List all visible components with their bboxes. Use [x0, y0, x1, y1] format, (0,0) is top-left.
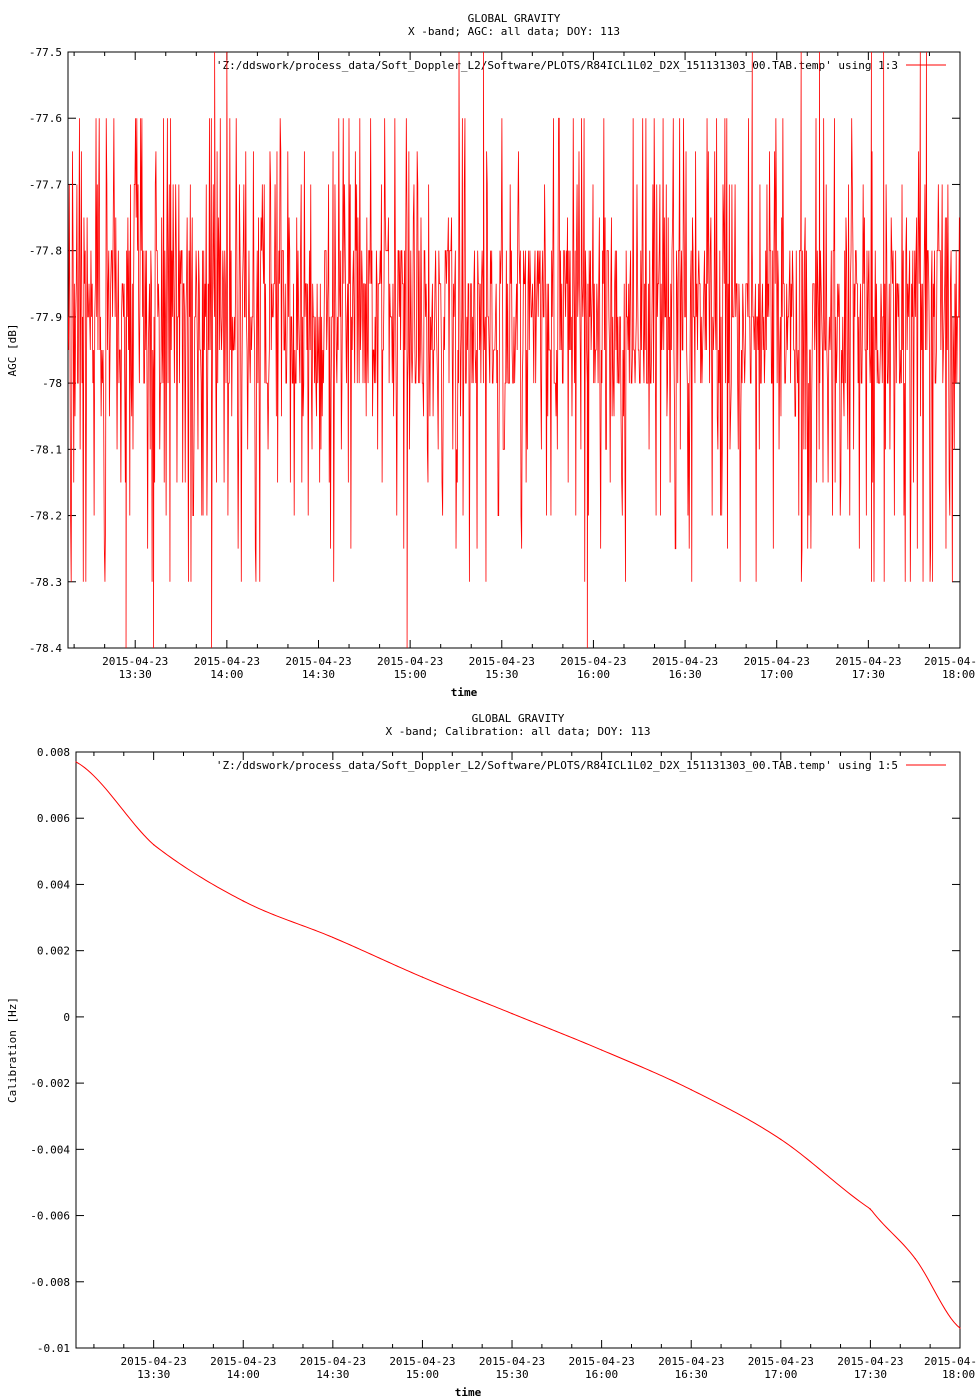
y-tick-label: -0.008 [30, 1275, 70, 1289]
y-axis-label: Calibration [Hz] [6, 997, 19, 1103]
x-tick-date: 2015-04-23 [837, 1355, 904, 1368]
x-tick-time: 18:00 [942, 1368, 976, 1381]
y-tick-label: -0.004 [30, 1143, 70, 1157]
chart-title: GLOBAL GRAVITY [471, 712, 565, 725]
x-tick-date: 2015-04-23 [468, 655, 535, 668]
x-tick-date: 2015-04-23 [478, 1355, 546, 1368]
y-tick-label: -77.7 [28, 178, 62, 192]
y-tick-label: 0.002 [36, 944, 70, 958]
x-axis-label: time [454, 1386, 482, 1399]
y-tick-label: -78.3 [28, 575, 62, 589]
series-line-calibration [76, 762, 960, 1328]
x-tick-date: 2015-04-23 [389, 1355, 456, 1368]
data-point [153, 844, 154, 845]
data-point [75, 761, 76, 762]
plot-border [76, 752, 960, 1348]
chart-2 [6, 712, 977, 1399]
chart-subtitle: X -band; Calibration: all data; DOY: 113 [385, 725, 651, 738]
y-tick-label: 0.008 [36, 746, 70, 759]
x-tick-time: 14:30 [301, 668, 336, 681]
y-tick-label: -78.2 [28, 509, 62, 523]
x-tick-time: 13:30 [118, 668, 152, 681]
data-point [691, 1089, 692, 1090]
x-tick-time: 16:30 [668, 668, 702, 681]
x-tick-time: 16:30 [674, 1368, 708, 1381]
y-tick-label: -77.8 [28, 244, 62, 258]
data-point [243, 900, 244, 901]
x-tick-date: 2015-04-23 [560, 655, 627, 668]
x-tick-time: 15:30 [495, 1368, 529, 1381]
x-tick-time: 15:00 [405, 1368, 439, 1381]
series-line-agc [68, 52, 960, 648]
y-tick-label: -78 [42, 377, 62, 391]
y-axis-label: AGC [dB] [6, 323, 19, 377]
y-tick-label: 0 [63, 1010, 70, 1024]
legend-label: 'Z:/ddswork/process_data/Soft_Doppler_L2/Software/PLOTS/R84ICL1L02_D2X_151131303_00.TAB.temp' using 1:5 [215, 759, 898, 772]
x-tick-date: 2015-04-23 [658, 1355, 725, 1368]
chart-subtitle: X -band; AGC: all data; DOY: 113 [408, 25, 620, 38]
x-tick-date: 2015-04-23 [285, 655, 352, 668]
x-tick-time: 17:30 [851, 668, 885, 681]
x-tick-time: 18:00 [942, 668, 976, 681]
y-tick-label: 0.004 [36, 878, 70, 892]
x-tick-time: 15:00 [393, 668, 427, 681]
x-tick-date: 2015-04- [924, 655, 977, 668]
x-axis-label: time [450, 686, 478, 699]
x-tick-time: 16:00 [576, 668, 610, 681]
data-point [780, 1139, 781, 1140]
y-tick-label: -0.006 [30, 1209, 70, 1223]
data-point [511, 1013, 512, 1014]
y-tick-label: -78.1 [28, 443, 62, 457]
x-tick-time: 17:30 [853, 1368, 887, 1381]
x-tick-date: 2015-04-23 [651, 655, 719, 668]
data-point [870, 1208, 871, 1209]
x-tick-time: 16:00 [585, 1368, 619, 1381]
x-tick-date: 2015-04-23 [299, 1355, 366, 1368]
y-tick-label: -77.5 [28, 46, 62, 59]
x-tick-date: 2015-04-23 [835, 655, 902, 668]
y-tick-label: -77.6 [28, 112, 62, 126]
y-tick-label: -78.4 [28, 642, 62, 655]
x-tick-date: 2015-04-23 [377, 655, 444, 668]
chart-1 [6, 12, 977, 699]
y-tick-label: 0.006 [36, 812, 70, 826]
x-tick-time: 14:00 [210, 668, 244, 681]
data-point [959, 1328, 960, 1329]
x-tick-date: 2015-04-23 [120, 1355, 187, 1368]
data-point [422, 977, 423, 978]
x-tick-date: 2015-04-23 [743, 655, 810, 668]
x-tick-date: 2015-04-23 [568, 1355, 635, 1368]
y-tick-label: -0.002 [30, 1077, 70, 1091]
x-tick-date: 2015-04-23 [102, 655, 169, 668]
x-tick-time: 15:30 [485, 668, 519, 681]
data-point [915, 1258, 916, 1259]
y-tick-label: -0.01 [36, 1342, 70, 1355]
x-tick-time: 13:30 [137, 1368, 171, 1381]
chart-title: GLOBAL GRAVITY [467, 12, 561, 25]
y-tick-label: -77.9 [28, 310, 62, 324]
x-tick-time: 17:00 [760, 668, 794, 681]
data-point [332, 937, 333, 938]
x-tick-time: 14:30 [316, 1368, 350, 1381]
x-tick-date: 2015-04-23 [210, 1355, 277, 1368]
x-tick-time: 17:00 [764, 1368, 798, 1381]
x-tick-date: 2015-04- [924, 1355, 977, 1368]
x-tick-date: 2015-04-23 [193, 655, 260, 668]
data-point [601, 1049, 602, 1050]
legend-label: 'Z:/ddswork/process_data/Soft_Doppler_L2/Software/PLOTS/R84ICL1L02_D2X_151131303_00.TAB.temp' using 1:3 [215, 59, 898, 72]
x-tick-time: 14:00 [226, 1368, 260, 1381]
x-tick-date: 2015-04-23 [747, 1355, 814, 1368]
